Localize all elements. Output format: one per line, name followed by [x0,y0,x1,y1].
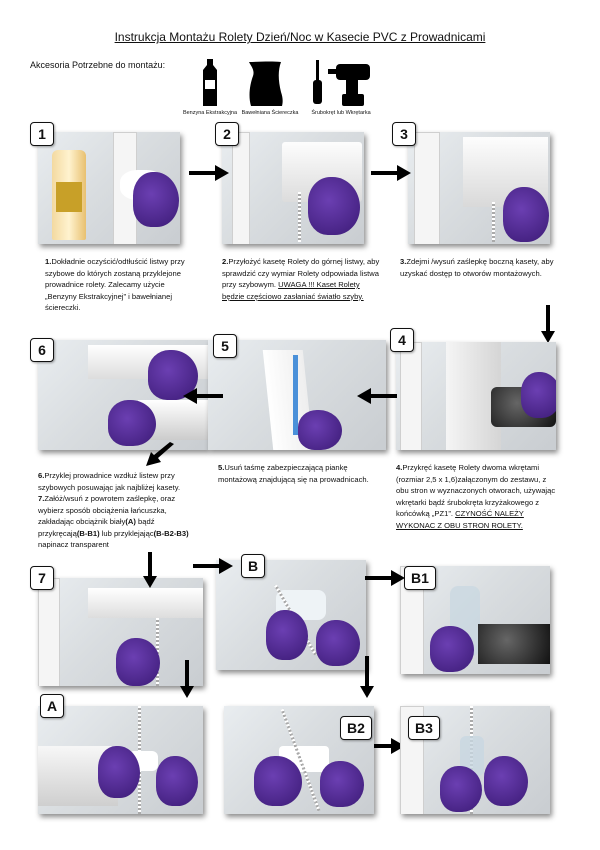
step-3-text: 3.Zdejmi /wysuń zaślepkę boczną kasety, aby uzyskać dostęp to otworów montażowych. [400,257,554,278]
step-label-B1: B1 [404,566,436,590]
tool-label-petrol: Benzyna Ekstrakcyjna [182,110,238,116]
step-2-text: 2.Przyłożyć kasetę Rolety do górnej listwy, aby sprawdzić czy wymiar Rolety odpowiada listwa przy szybowym. UWAGA !!! Kaset Rolety będzie częściowo zasłaniać światło szyby. [222,257,380,301]
photo-step-2 [222,132,364,244]
arrow-right-icon [189,165,229,181]
tool-label-screwdriver: Śrubokręt lub Wkrętarka [311,110,371,116]
accessories-label: Akcesoria Potrzebne do montażu: [30,60,166,70]
step-label-4: 4 [390,328,414,352]
arrow-right-icon [193,558,233,574]
photo-step-4 [396,342,556,450]
arrow-left-icon [357,388,397,404]
step-label-7: 7 [30,566,54,590]
arrow-down-icon [180,660,194,698]
tool-label-cloth: Bawełniana Ściereczka [241,110,299,116]
arrow-up-icon [146,442,176,468]
arrow-down-icon [360,656,374,698]
photo-step-7 [38,578,203,686]
step-6-7-text: 6.Przyklej prowadnice wzdłuż listew przy szybowych posuwając jak najbliżej kasety. 7.Załóż/wsuń z powrotem zaślepkę, oraz wybierz sposób obciążenia łańcuszka, zakładając obciążnik biały(A) bądź przykręcają(B-B1) lub przyklejając(B-B2-B3) napinacz transparent [38,471,189,549]
step-label-3: 3 [392,122,416,146]
step-5-text: 5.Usuń taśmę zabezpieczającą piankę montażową znajdującą się na prowadnicach. [218,463,369,484]
photo-step-A [38,706,203,814]
step-label-1: 1 [30,122,54,146]
step-1-text: 1.Dokładnie oczyścić/odtłuścić listwy przy szybowe do których zostaną przyklejone prowadnice rolety. Zalecamy użycie „Benzyny Ekstrakcyjnej” i bawełnianej ściereczki. [45,257,185,312]
step-label-A: A [40,694,64,718]
arrow-down-icon [541,305,555,343]
arrow-left-icon [183,388,223,404]
photo-step-B [216,560,366,670]
arrow-right-icon [371,165,411,181]
step-label-2: 2 [215,122,239,146]
cloth-icon [245,60,285,108]
step-4-text: 4.Przykręć kasetę Rolety dwoma wkrętami (rozmiar 2,5 x 1,6)załączonym do zestawu, z obu stron w wyznaczonych otworach, używając wkrętarki bądź śrubokręta krzyżakowego z końcówką „PZ1”. CZYNOŚĆ NALEŻY WYKONAC Z OBU STRON ROLETY. [396,463,556,530]
step-label-B2: B2 [340,716,372,740]
step-label-6: 6 [30,338,54,362]
screwdriver-drill-icon [310,58,372,108]
photo-step-3 [408,132,550,244]
arrow-right-icon [365,570,405,586]
step-label-5: 5 [213,334,237,358]
photo-step-1 [38,132,180,244]
arrow-down-icon [143,552,157,588]
step-label-B3: B3 [408,716,440,740]
page-title: Instrukcja Montażu Rolety Dzień/Noc w Kasecie PVC z Prowadnicami [114,30,486,44]
step-label-B: B [241,554,265,578]
bottle-icon [197,58,223,108]
